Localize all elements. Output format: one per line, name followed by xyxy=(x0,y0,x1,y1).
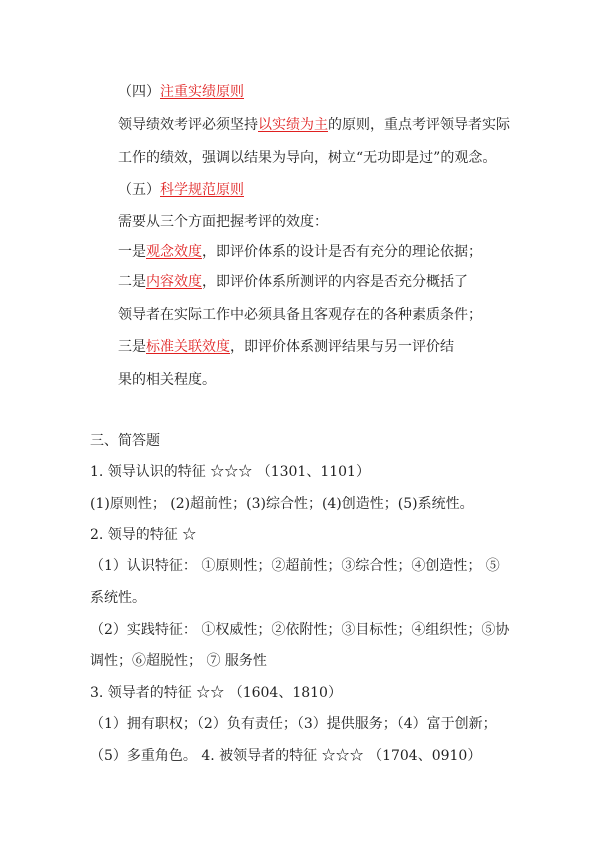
question-3-title: 3. 领导者的特征 ☆☆ （1604、1810） xyxy=(90,685,342,701)
section-5-prefix: （五） xyxy=(118,182,160,198)
question-2-line-2: 系统性。 xyxy=(90,590,146,606)
question-3-line-1: （1）拥有职权；（2）负有责任；（3）提供服务；（4）富于创新； xyxy=(90,716,497,732)
section-5-title: 科学规范原则 xyxy=(160,182,244,198)
section-5-item-2-cont: 领导者在实际工作中必须具备且客观存在的各种素质条件； xyxy=(118,307,482,323)
section-5-item-1 xyxy=(118,242,482,262)
text-span: ，即评价体系测评结果与另一评价结 xyxy=(230,339,454,355)
section-4-line-1 xyxy=(118,115,510,135)
question-3-line-2: （5）多重角色。 4. 被领导者的特征 ☆☆☆ （1704、0910） xyxy=(90,748,482,764)
question-1-title: 1. 领导认识的特征 ☆☆☆ （1301、1101） xyxy=(90,464,370,480)
section-4-title: 注重实绩原则 xyxy=(160,84,244,100)
highlight-term: 观念效度 xyxy=(146,244,202,260)
text-span: 三是 xyxy=(118,339,146,355)
highlight-term: 以实绩为主 xyxy=(258,117,328,133)
section-4-heading xyxy=(118,82,244,102)
part-3-heading: 三、简答题 xyxy=(90,433,160,449)
text-span: 二是 xyxy=(118,274,146,290)
section-5-item-2 xyxy=(118,272,468,292)
section-5-intro: 需要从三个方面把握考评的效度： xyxy=(118,214,328,230)
question-2-line-1: （1）认识特征： ①原则性；②超前性；③综合性；④创造性； ⑤ xyxy=(90,558,500,574)
text-span: ，即评价体系所测评的内容是否充分概括了 xyxy=(202,274,468,290)
section-5-item-3-cont: 果的相关程度。 xyxy=(118,372,216,388)
question-2-title: 2. 领导的特征 ☆ xyxy=(90,527,197,543)
text-span: ，即评价体系的设计是否有充分的理论依据； xyxy=(202,244,482,260)
text-span: 的原则，重点考评领导者实际 xyxy=(328,117,510,133)
text-span: 领导绩效考评必须坚持 xyxy=(118,117,258,133)
section-4-prefix: （四） xyxy=(118,84,160,100)
section-5-heading xyxy=(118,180,244,200)
question-1-answer: (1)原则性； (2)超前性；(3)综合性；(4)创造性；(5)系统性。 xyxy=(90,496,474,512)
question-2-line-3: （2）实践特征： ①权威性；②依附性；③目标性；④组织性；⑤协 xyxy=(90,622,510,638)
highlight-term: 内容效度 xyxy=(146,274,202,290)
section-5-item-3 xyxy=(118,337,454,357)
text-span: 一是 xyxy=(118,244,146,260)
highlight-term: 标准关联效度 xyxy=(146,339,230,355)
section-4-line-2: 工作的绩效，强调以结果为导向，树立“无功即是过”的观念。 xyxy=(118,150,497,166)
question-2-line-4: 调性；⑥超脱性； ⑦ 服务性 xyxy=(90,653,267,669)
